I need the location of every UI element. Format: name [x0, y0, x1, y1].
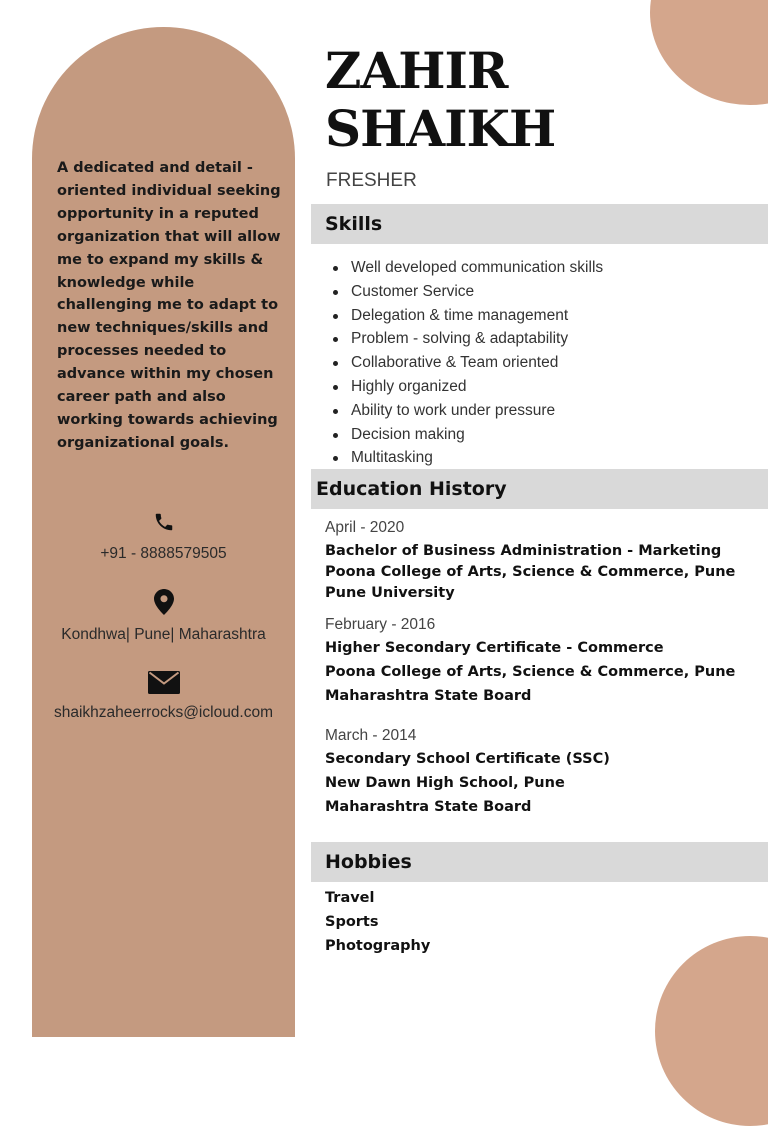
list-item: Delegation & time management — [331, 304, 603, 328]
candidate-name — [325, 42, 555, 158]
education-board: Pune University — [325, 585, 455, 601]
sidebar — [32, 27, 295, 1037]
education-board: Maharashtra State Board — [325, 799, 532, 815]
education-degree: Higher Secondary Certificate - Commerce — [325, 640, 664, 656]
list-item: Ability to work under pressure — [331, 399, 603, 423]
hobby-item: Sports — [325, 914, 379, 930]
education-board: Maharashtra State Board — [325, 688, 532, 704]
education-institution: Poona College of Arts, Science & Commerce, Pune — [325, 564, 736, 580]
list-item: Highly organized — [331, 375, 603, 399]
phone-number: +91 - 8888579505 — [100, 545, 227, 562]
section-title: Skills — [325, 213, 383, 235]
last-name: SHAIKH — [325, 99, 556, 158]
education-date: March - 2014 — [325, 727, 417, 744]
education-degree: Secondary School Certificate (SSC) — [325, 751, 610, 767]
education-date: February - 2016 — [325, 616, 436, 633]
location-pin-icon — [32, 589, 295, 615]
envelope-icon — [32, 671, 295, 694]
first-name: ZAHIR — [325, 41, 508, 100]
education-date: April - 2020 — [325, 519, 405, 536]
hobby-item: Travel — [325, 890, 375, 906]
list-item: Well developed communication skills — [331, 256, 603, 280]
decorative-circle-bottom — [655, 936, 768, 1126]
list-item: Decision making — [331, 423, 603, 447]
education-institution: Poona College of Arts, Science & Commerce, Pune — [325, 664, 736, 680]
section-title: Education History — [316, 478, 507, 500]
education-section-header — [311, 469, 768, 509]
profile-summary: A dedicated and detail - oriented individual seeking opportunity in a reputed organization that will allow me to expand my skills & knowledge while challenging me to adapt to new techniques/skills and processes needed to advance within my chosen career path and also working towards achieving organizational goals. — [57, 160, 281, 451]
email-link[interactable]: shaikhzaheerrocks@icloud.com — [53, 704, 274, 721]
list-item: Multitasking — [331, 446, 603, 470]
skills-section-header — [311, 204, 768, 244]
list-item: Customer Service — [331, 280, 603, 304]
education-institution: New Dawn High School, Pune — [325, 775, 565, 791]
location-text: Kondhwa| Pune| Maharashtra — [61, 626, 266, 643]
list-item: Collaborative & Team oriented — [331, 351, 603, 375]
phone-icon — [32, 510, 295, 534]
skills-list — [331, 256, 603, 470]
list-item: Problem - solving & adaptability — [331, 327, 603, 351]
education-degree: Bachelor of Business Administration - Marketing — [325, 543, 722, 559]
hobby-item: Photography — [325, 938, 431, 954]
section-title: Hobbies — [325, 851, 412, 873]
decorative-circle-top — [650, 0, 768, 105]
hobbies-section-header — [311, 842, 768, 882]
job-role: FRESHER — [326, 170, 417, 191]
